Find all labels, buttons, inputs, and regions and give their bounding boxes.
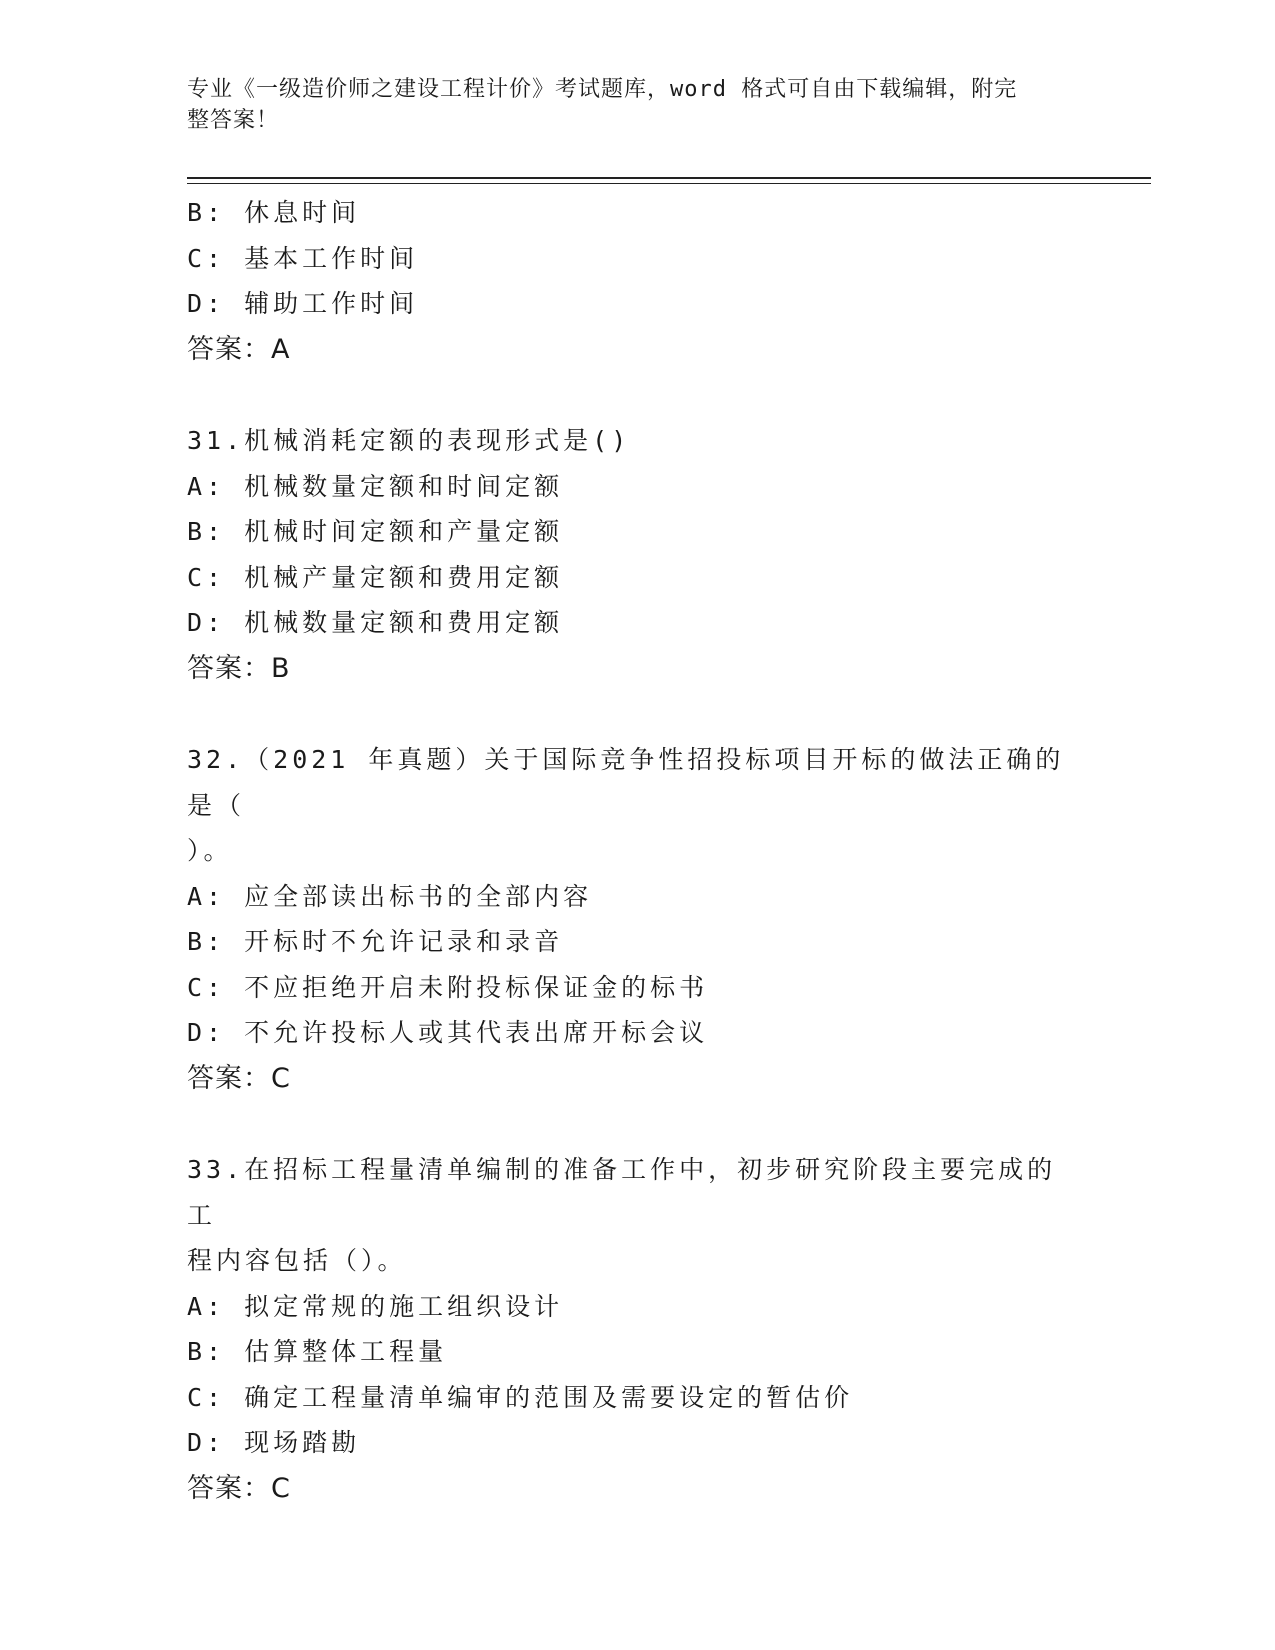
question-block (187, 190, 1067, 372)
document-header (187, 74, 1067, 136)
option-d: D: 机械数量定额和费用定额 (187, 608, 564, 637)
option-c: C: 不应拒绝开启未附投标保证金的标书 (187, 972, 709, 1002)
answer-line: 答案：C (187, 1472, 291, 1504)
option-d: D: 现场踏勘 (187, 1428, 361, 1457)
question-block (187, 737, 1067, 1101)
option-c: C: 基本工作时间 (187, 243, 419, 273)
header-line-1: 专业《一级造价师之建设工程计价》考试题库，word 格式可自由下载编辑，附完 (187, 77, 1018, 102)
question-block (187, 1147, 1067, 1511)
option-b: B: 机械时间定额和产量定额 (187, 517, 564, 546)
option-a: A: 拟定常规的施工组织设计 (187, 1291, 564, 1321)
option-c: C: 确定工程量清单编审的范围及需要设定的暂估价 (187, 1382, 854, 1412)
header-divider-top (187, 177, 1151, 179)
option-b: B: 估算整体工程量 (187, 1337, 448, 1366)
answer-line: 答案：C (187, 1062, 291, 1094)
question-text: 31.机械消耗定额的表现形式是() (187, 426, 631, 455)
question-text: 33.在招标工程量清单编制的准备工作中，初步研究阶段主要完成的工 (187, 1155, 1057, 1230)
header-divider-bottom (187, 183, 1151, 184)
option-b: B: 休息时间 (187, 198, 361, 227)
question-text-continued: ）。 (187, 836, 233, 865)
header-line-2: 整答案！ (187, 108, 280, 133)
answer-line: 答案：B (187, 652, 291, 684)
option-a: A: 机械数量定额和时间定额 (187, 471, 564, 501)
option-a: A: 应全部读出标书的全部内容 (187, 881, 593, 911)
question-block (187, 418, 1067, 691)
question-text-continued: 程内容包括（）。 (187, 1246, 407, 1275)
option-d: D: 辅助工作时间 (187, 289, 419, 318)
question-text: 32.（2021 年真题）关于国际竞争性招投标项目开标的做法正确的是（ (187, 745, 1065, 820)
question-list (187, 190, 1067, 1511)
answer-line: 答案：A (187, 333, 291, 365)
option-b: B: 开标时不允许记录和录音 (187, 927, 564, 956)
option-d: D: 不允许投标人或其代表出席开标会议 (187, 1018, 709, 1047)
option-c: C: 机械产量定额和费用定额 (187, 562, 564, 592)
